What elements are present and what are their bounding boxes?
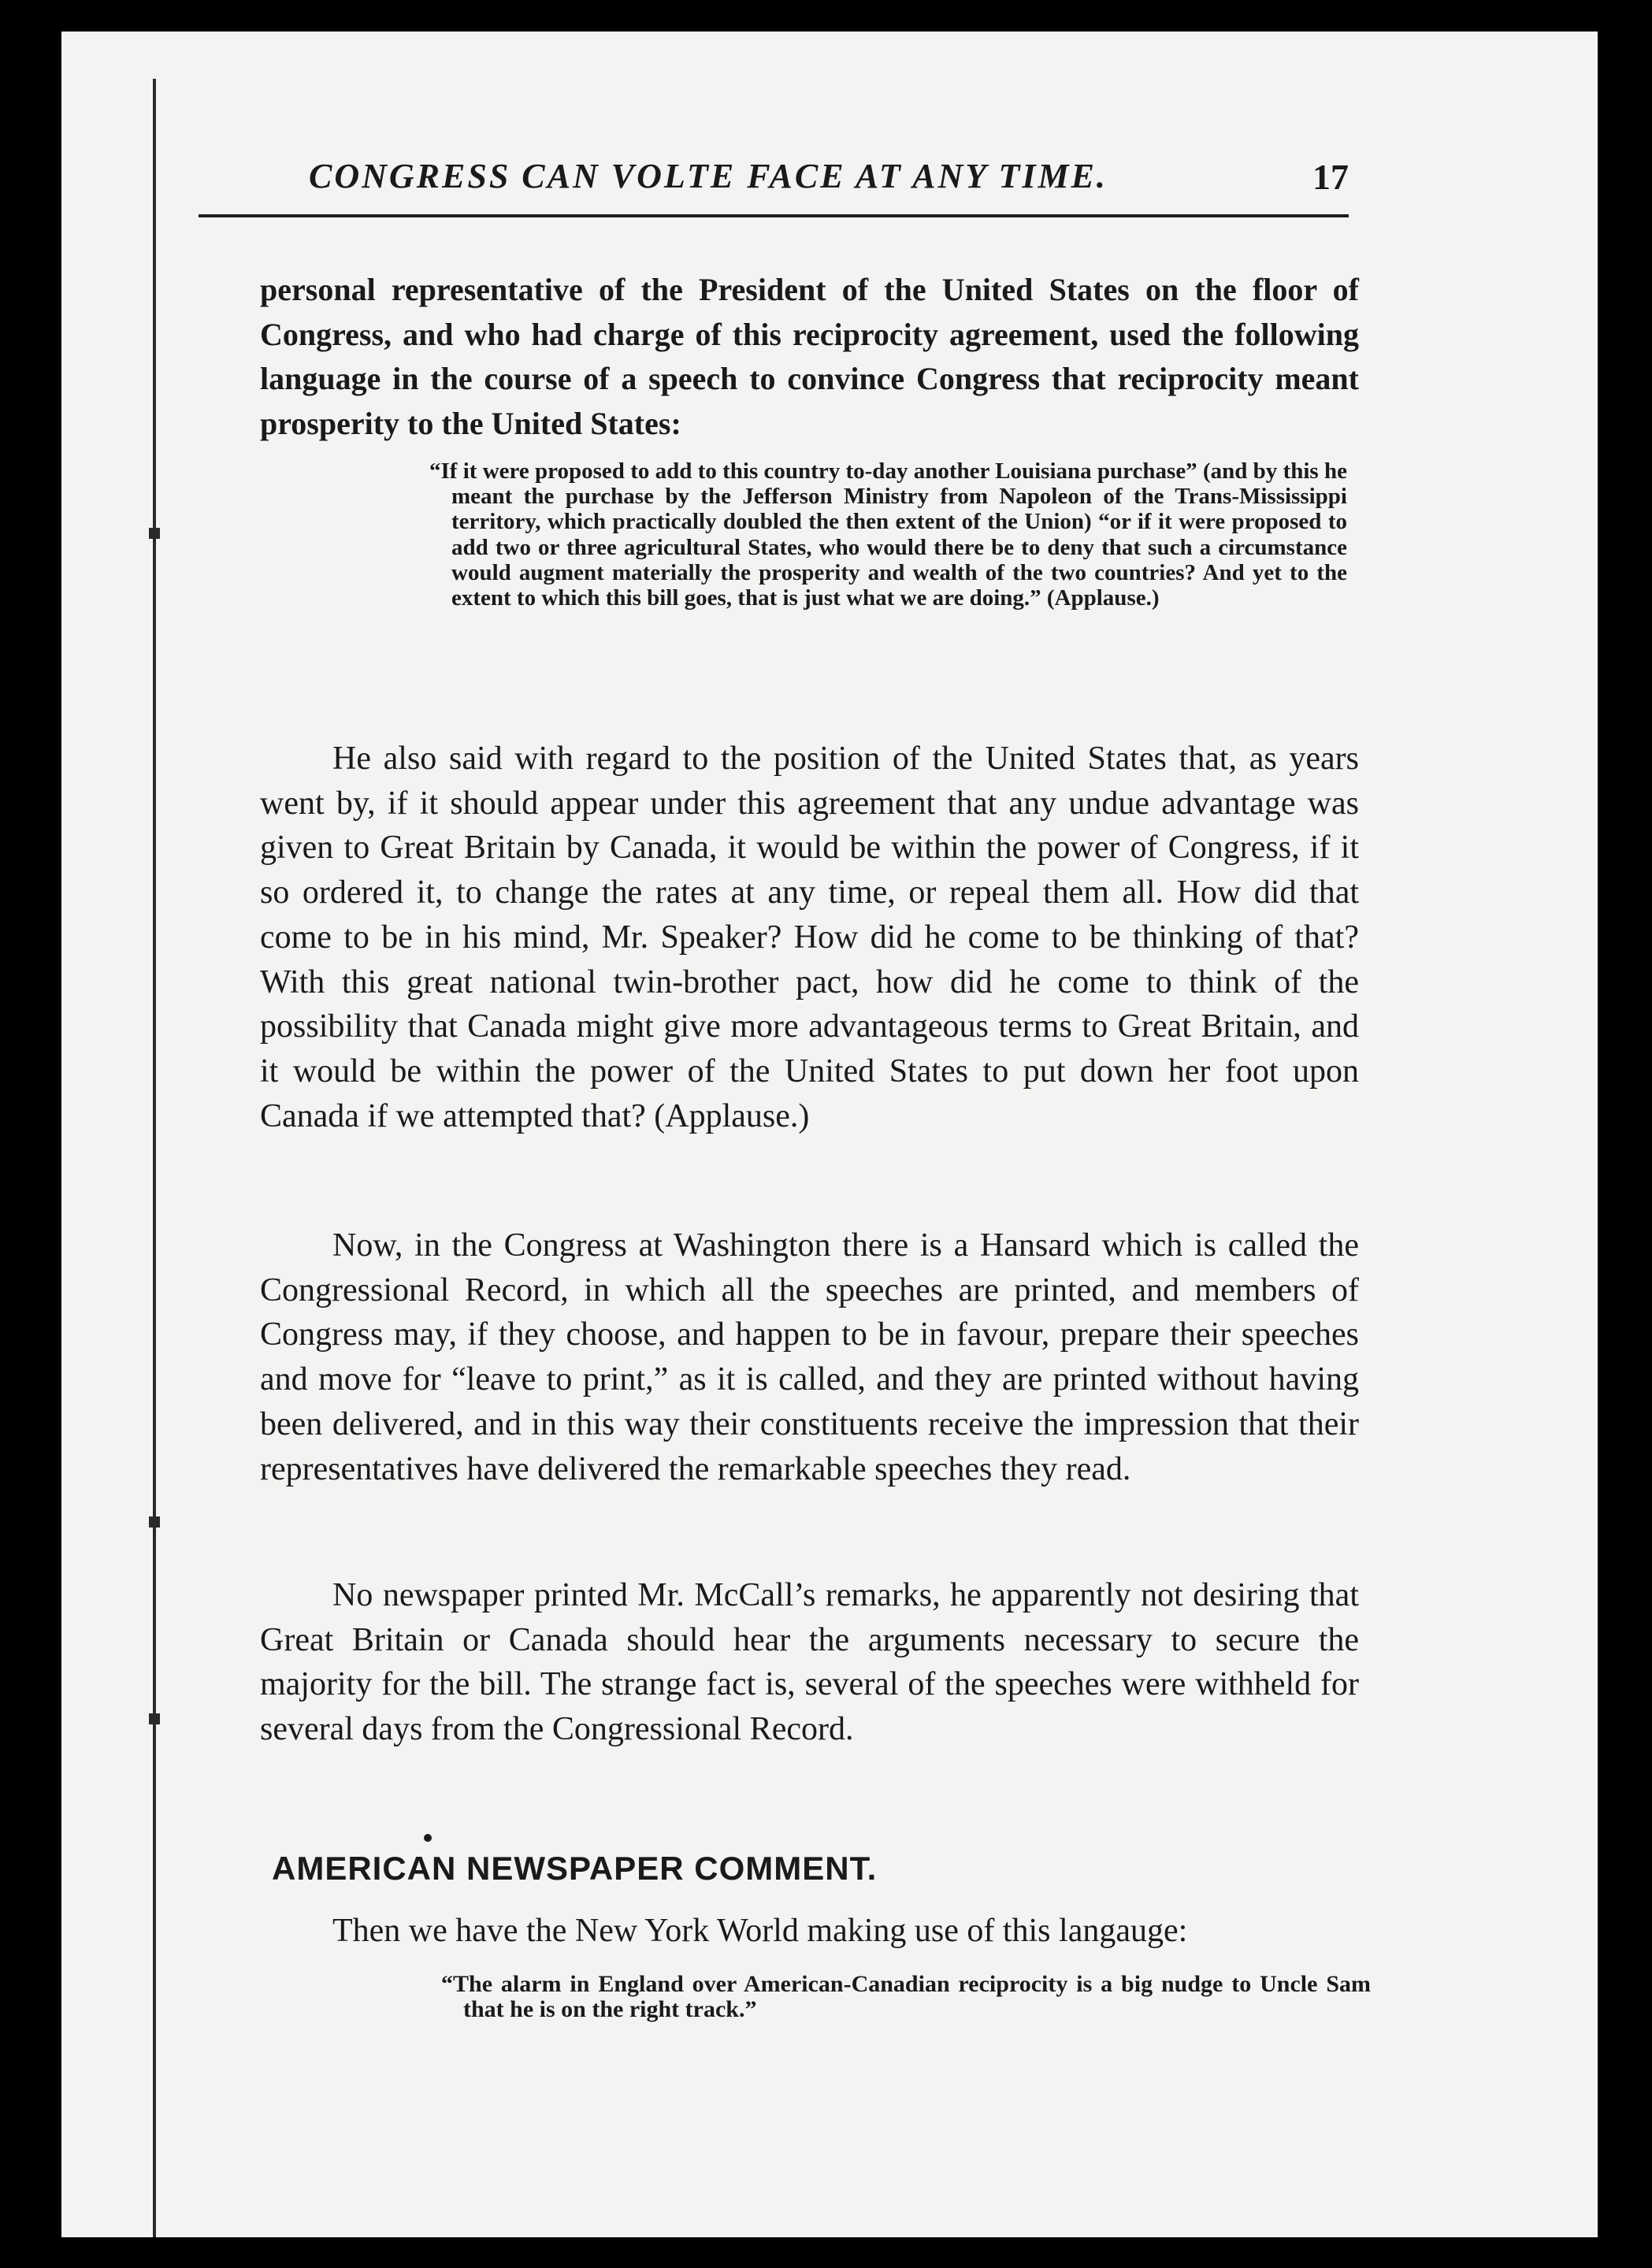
paragraph-block — [260, 737, 1359, 1138]
header-rule — [199, 214, 1349, 217]
binding-mark — [149, 1516, 160, 1527]
paragraph: Then we have the New York World making use of this langauge: — [332, 1913, 1188, 1949]
paragraph: No newspaper printed Mr. McCall’s remarks, he apparently not desiring that Great Britain or Canada should hear the arguments necessary to secure the majority for the bill. The strange fact is, several of the speeches were withheld for several days from the Congressional Record. — [260, 1577, 1359, 1748]
binding-mark — [149, 528, 160, 539]
paragraph-block — [260, 1223, 1359, 1491]
section-heading: AMERICAN NEWSPAPER COMMENT. — [272, 1850, 878, 1887]
ink-dot — [424, 1834, 432, 1842]
paragraph-block — [260, 268, 1359, 447]
binding-mark — [149, 1713, 160, 1724]
page-number: 17 — [1312, 157, 1349, 197]
page-header — [199, 156, 1380, 219]
block-quote: “If it were proposed to add to this country to-day another Louisiana purchase” (and by this he meant the purchase by the Jefferson Ministry from Napoleon of the Trans-Mississippi territory, which practically doubled the then extent of the Union) “or if it were proposed to add two or three agricultural States, who would there be to deny that such a circumstance would augment materially the prosperity and wealth of the two countries? And yet to the extent to which this bill goes, that is just what we are doing.” (Applause.) — [429, 458, 1347, 611]
paragraph: personal representative of the President of the United States on the floor of Congress, and who had charge of this reciprocity agreement, used the following language in the course of a speech to convince Congress that reciprocity meant prosperity to the United States: — [260, 272, 1359, 442]
paragraph: He also said with regard to the position of the United States that, as years went by, if it should appear under this agreement that any undue advantage was given to Great Britain by Canada, it would be within the power of Congress, if it so ordered it, to change the rates at any time, or repeal them all. How did that come to be in his mind, Mr. Speaker? How did he come to be thinking of that? With this great national twin-brother pact, how did he come to think of the possibility that Canada might give more advantageous terms to Great Britain, and it would be within the power of the United States to put down her foot upon Canada if we attempted that? (Applause.) — [260, 741, 1359, 1134]
binding-line — [153, 79, 156, 2237]
paragraph-block — [260, 1909, 1359, 1954]
paragraph: Now, in the Congress at Washington there is a Hansard which is called the Congressional Record, in which all the speeches are printed, and members of Congress may, if they choose, and happen to be in favour, prepare their speeches and move for “leave to print,” as it is called, and they are printed without having been delivered, and in this way their constituents receive the impression that their representatives have delivered the remarkable speeches they read. — [260, 1227, 1359, 1487]
block-quote: “The alarm in England over American-Canadian reciprocity is a big nudge to Uncle Sam that he is on the right track.” — [441, 1971, 1371, 2023]
running-head: CONGRESS CAN VOLTE FACE AT ANY TIME. — [309, 157, 1108, 195]
paragraph-block — [260, 1573, 1359, 1752]
